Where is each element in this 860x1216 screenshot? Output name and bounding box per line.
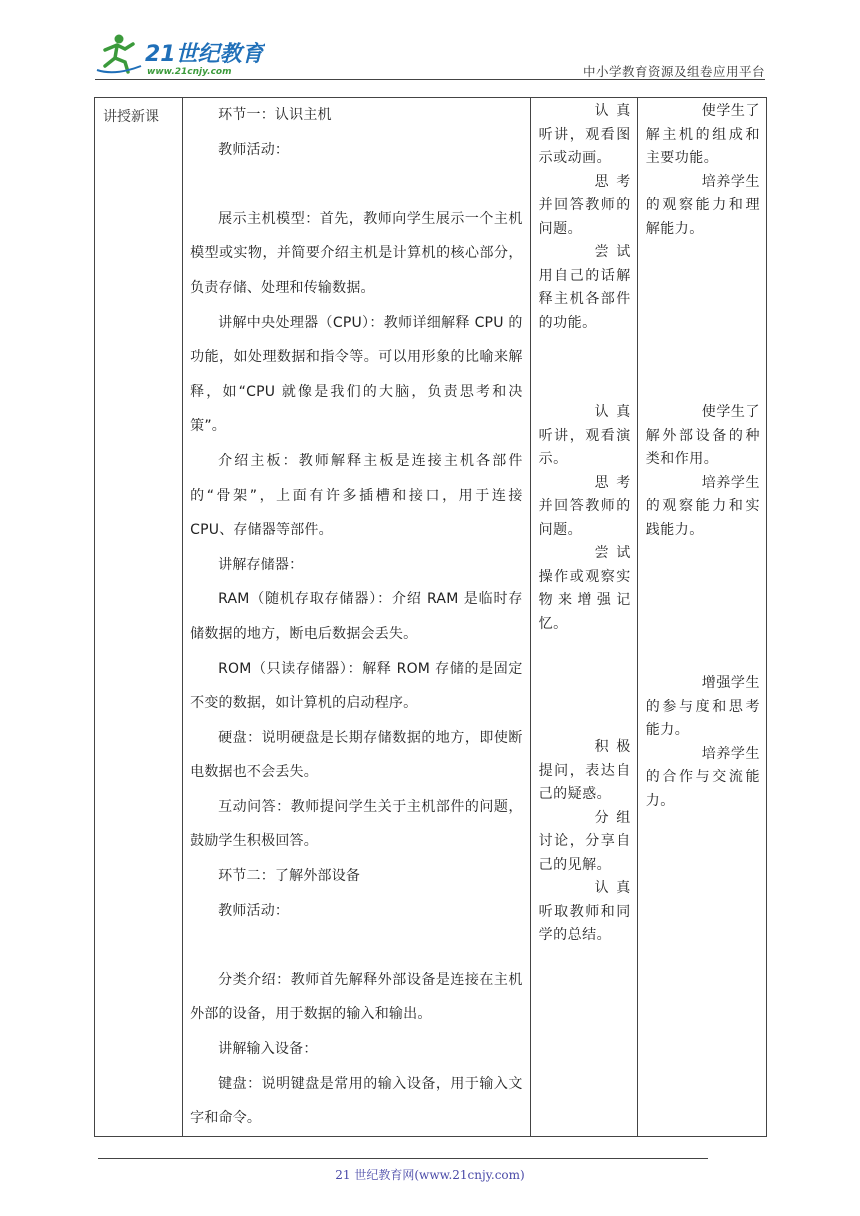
paragraph: RAM（随机存取存储器）：介绍 RAM 是临时存储数据的地方，断电后数据会丢失。 [190,591,523,642]
paragraph: 分类介绍：教师首先解释外部设备是连接在主机外部的设备，用于数据的输入和输出。 [190,971,523,1023]
design-intent-cell [637,98,766,1137]
paragraph: 硬盘：说明硬盘是长期存储数据的地方，即使断电数据也不会丢失。 [190,729,523,781]
site-logo [95,30,265,78]
design-intent: 培养学生的观察能力和实践能力。 [645,474,760,538]
design-intent: 增强学生的参与度和思考能力。 [645,675,760,738]
student-activity: 认真听讲，观看图示或动画。 [538,103,631,166]
header-divider [95,79,765,80]
student-activity: 分组讨论，分享自己的见解。 [538,809,631,873]
table-row [95,98,767,1137]
stage-cell [95,98,183,1137]
student-activity: 思考并回答教师的问题。 [538,474,631,538]
lesson-plan-table [94,97,767,1137]
student-activity: 尝试用自己的话解释主机各部件的功能。 [538,244,631,331]
paragraph: 互动问答：教师提问学生关于主机部件的问题，鼓励学生积极回答。 [190,798,523,850]
design-intent: 使学生了解主机的组成和主要功能。 [645,103,760,166]
blank-line [190,167,523,202]
paragraph: 讲解输入设备： [218,1041,318,1058]
paragraph: 环节二：了解外部设备 [218,868,361,885]
paragraph: 环节一：认识主机 [218,107,332,123]
svg-text:www.21cnjy.com: www.21cnjy.com [147,67,232,77]
student-activity: 积极提问，表达自己的疑惑。 [538,739,631,802]
paragraph: ROM（只读存储器）：解释 ROM 存储的是固定不变的数据，如计算机的启动程序。 [190,660,523,712]
paragraph: 介绍主板：教师解释主板是连接主机各部件的“骨架”，上面有许多插槽和接口，用于连接 CPU、存储器等部件。 [190,452,523,539]
paragraph: 展示主机模型：首先，教师向学生展示一个主机模型或实物，并简要介绍主机是计算机的核心部分，负责存储、处理和传输数据。 [190,210,523,296]
platform-name: 中小学教育资源及组卷应用平台 [582,64,765,79]
paragraph: 教师活动： [218,902,290,919]
page-header [95,30,765,80]
blank-line [190,928,523,963]
stage-label: 讲授新课 [103,109,159,125]
student-activity: 认真听讲，观看演示。 [538,404,631,467]
design-intent: 培养学生的合作与交流能力。 [645,745,760,809]
paragraph: 讲解存储器： [218,556,304,573]
footer-link[interactable]: 21 世纪教育网(www.21cnjy.com) [335,1168,525,1182]
student-activity: 尝试操作或观察实物来增强记忆。 [538,545,631,632]
student-activity: 认真听取教师和同学的总结。 [538,880,631,943]
svg-text:21世纪教育: 21世纪教育 [145,42,264,67]
footer-divider [98,1158,708,1159]
paragraph: 教师活动： [218,141,290,158]
teacher-activity-cell [183,98,531,1137]
design-intent: 使学生了解外部设备的种类和作用。 [645,404,760,467]
student-activity-cell [530,98,637,1137]
design-intent: 培养学生的观察能力和理解能力。 [645,173,760,237]
paragraph: 讲解中央处理器（CPU）：教师详细解释 CPU 的功能，如处理数据和指令等。可以用形象的比喻来解释，如“CPU 就像是我们的大脑，负责思考和决策”。 [190,314,523,435]
student-activity: 思考并回答教师的问题。 [538,173,631,237]
paragraph: 键盘：说明键盘是常用的输入设备，用于输入文字和命令。 [190,1075,523,1127]
